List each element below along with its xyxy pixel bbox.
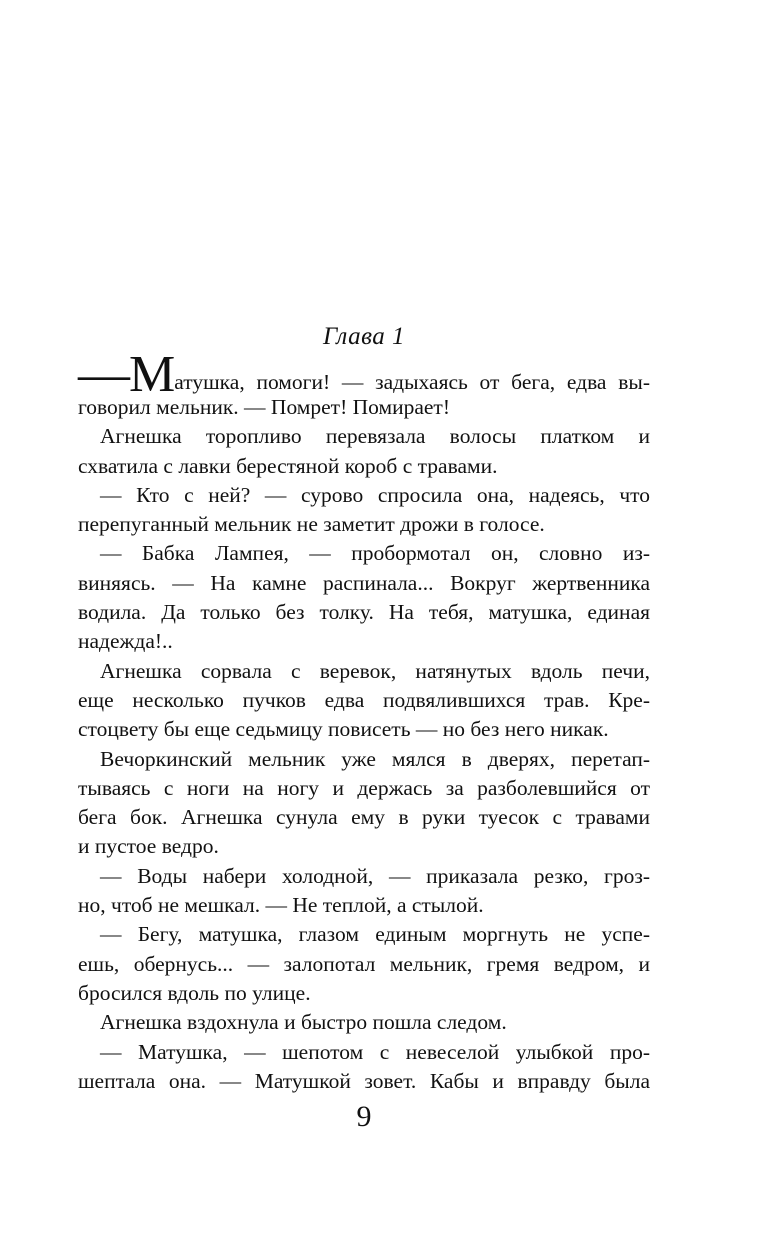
text-line: виняясь. — На камне распинала... Вокруг жертвенника: [78, 570, 650, 595]
text-lines: [78, 393, 650, 1096]
text-line: схватила с лавки берестяной короб с травами.: [78, 453, 498, 478]
text-line: надежда!..: [78, 629, 173, 654]
page-number: 9: [356, 1100, 372, 1133]
text-line: стоцвету бы еще седьмицу повисеть — но без него никак.: [78, 717, 609, 742]
text-line: — Матушка, — шепотом с невеселой улыбкой про-: [100, 1039, 650, 1064]
opening-line-text: атушка, помоги! — задыхаясь от бега, едва вы-: [174, 370, 650, 394]
text-line: Агнешка торопливо перевязала волосы платком и: [100, 424, 650, 449]
text-line: ешь, обернусь... — залопотал мельник, гремя ведром, и: [78, 951, 650, 976]
chapter-title: Глава 1: [322, 323, 406, 350]
text-line: шептала она. — Матушкой зовет. Кабы и вправду была: [78, 1068, 650, 1093]
text-line: — Бегу, матушка, глазом единым моргнуть не успе-: [100, 922, 650, 947]
text-line: говорил мельник. — Помрет! Помирает!: [78, 395, 450, 419]
opening-dash: —: [78, 346, 129, 403]
text-line: бега бок. Агнешка сунула ему в руки туесок с травами: [78, 805, 650, 830]
text-line: и пустое ведро.: [78, 834, 219, 859]
text-line: Агнешка сорвала с веревок, натянутых вдоль печи,: [100, 658, 650, 683]
drop-cap-letter: М: [129, 346, 175, 403]
text-line: Агнешка вздохнула и быстро пошла следом.: [100, 1010, 507, 1035]
text-line: — Кто с ней? — сурово спросила она, надеясь, что: [100, 482, 650, 507]
opening-line: [78, 346, 650, 403]
text-line: Вечоркинский мельник уже мялся в дверях, перетап-: [100, 746, 650, 771]
text-line: бросился вдоль по улице.: [78, 980, 311, 1005]
text-line: но, чтоб не мешкал. — Не теплой, а стылой.: [78, 893, 484, 918]
text-line: тываясь с ноги на ногу и держась за разболевшийся от: [78, 775, 650, 800]
text-line: еще несколько пучков едва подвялившихся трав. Кре-: [78, 687, 650, 712]
text-line: — Воды набери холодной, — приказала резко, гроз-: [100, 863, 650, 888]
book-page: [78, 0, 650, 1241]
text-line: водила. Да только без толку. На тебя, матушка, единая: [78, 600, 650, 625]
text-line: — Бабка Лампея, — пробормотал он, словно из-: [100, 541, 650, 566]
chapter-text: [78, 346, 650, 1096]
text-line: перепуганный мельник не заметит дрожи в голосе.: [78, 512, 545, 537]
